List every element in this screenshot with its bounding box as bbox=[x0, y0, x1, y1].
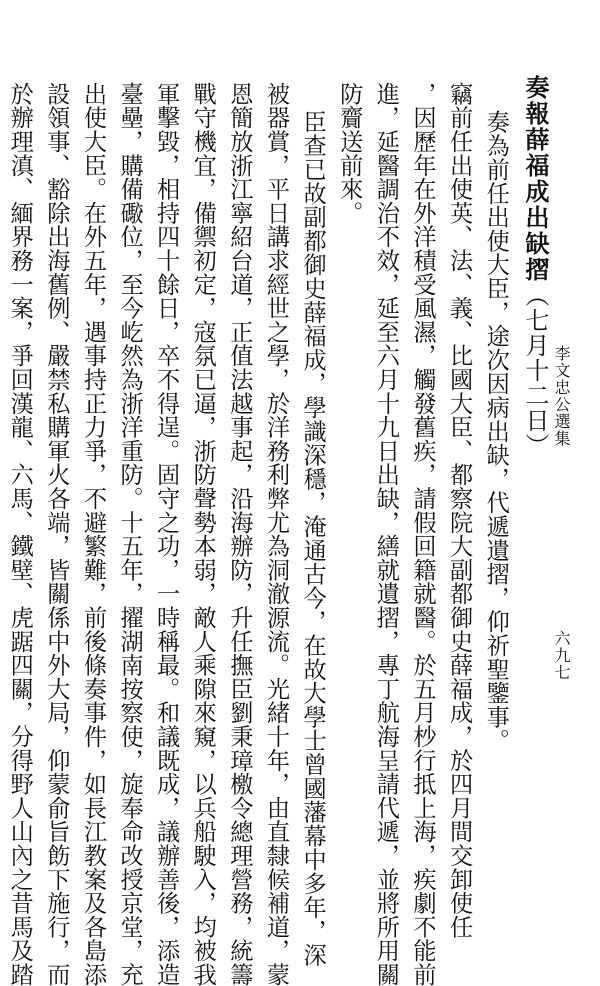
running-head: 李文忠公選集 bbox=[552, 345, 571, 447]
text-column-10: 軍擊毀，相持四十餘日，卒不得逞。固守之功，一時稱最。和議既成，議辦善後，添造 bbox=[152, 82, 180, 986]
text-column-4: 進，延醫調治不效，延至六月十九日出缺，繕就遺摺，專丁航海呈請代遞，並將所用關 bbox=[372, 82, 400, 986]
text-column-1: 奏為前任出使大臣，途次因病出缺，代遞遺摺，仰祈聖鑒事。 bbox=[482, 110, 510, 753]
text-column-6: 臣查已故副都御史薛福成，學識深穩，淹通古今，在故大學士曾國藩幕中多年，深 bbox=[299, 110, 327, 967]
text-column-5: 防齎送前來。 bbox=[335, 82, 363, 225]
text-column-8: 恩簡放浙江寧紹台道，正值法越事起，沿海辦防，升任撫臣劉秉璋檄令總理營務，統籌 bbox=[225, 82, 253, 986]
date-note: （七月十二日） bbox=[521, 283, 549, 458]
text-column-3: ，因歷年在外洋積受風濕，觸發舊疾，請假回籍就醫。於五月杪行抵上海，疾劇不能前 bbox=[408, 82, 436, 986]
text-column-9: 戰守機宜，備禦初定，寇氛已逼，浙防聲勢本弱，敵人乘隙來窺，以兵船駛入，均被我 bbox=[189, 82, 217, 986]
document-title bbox=[521, 75, 550, 458]
text-column-13: 設領事、豁除出海舊例、嚴禁私購軍火各端，皆關係中外大局，仰蒙俞旨飭下施行，而 bbox=[42, 82, 70, 986]
text-column-14: 於辦理滇、緬界務一案，爭回漢龍、六馬、鐵壁、虎踞四關，分得野人山內之昔馬及踏 bbox=[6, 82, 34, 986]
text-column-2: 竊前任出使英、法、義、比國大臣、都察院大副都御史薛福成，於四月間交卸使任 bbox=[445, 82, 473, 939]
page-number: 六九七 bbox=[552, 630, 571, 681]
title-text: 奏報薛福成出缺摺 bbox=[521, 75, 550, 283]
text-column-11: 臺壘，購備礮位，至今屹然為浙洋重防。十五年，擢湖南按察使，旋奉命改授京堂，充 bbox=[116, 82, 144, 986]
text-column-12: 出使大臣。在外五年，遇事持正力爭，不避繁難，前後條奏事件，如長江教案及各島添 bbox=[79, 82, 107, 986]
text-column-7: 被器賞，平日講求經世之學，於洋務利弊尤為洞澈源流。光緒十年，由直隸候補道，蒙 bbox=[262, 82, 290, 986]
